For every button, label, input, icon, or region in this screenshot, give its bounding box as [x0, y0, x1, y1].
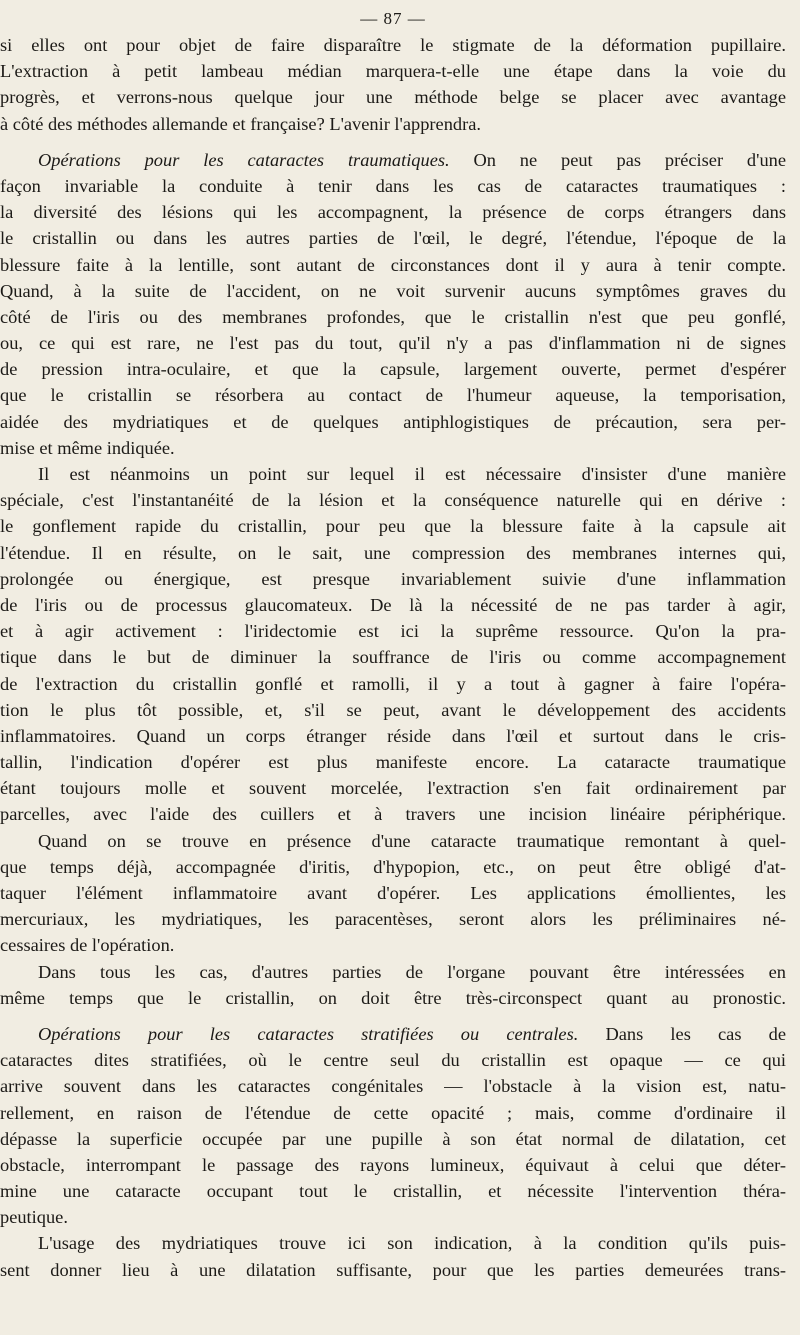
text-line: mercuriaux, les mydriatiques, les paracentèses, seront alors les préliminaires né-	[0, 909, 786, 930]
text-line: L'extraction à petit lambeau médian marquera-t-elle une étape dans la voie du	[0, 61, 786, 82]
text-line: à côté des méthodes allemande et française? L'avenir l'apprendra.	[0, 113, 481, 134]
text-line: tallin, l'indication d'opérer est plus manifeste encore. La cataracte traumatique	[0, 752, 786, 773]
text-line: étant toujours molle et souvent morcelée, l'extraction s'en fait ordinairement par	[0, 778, 786, 799]
text-line: spéciale, c'est l'instantanéité de la lésion et la conséquence naturelle qui en dérive :	[0, 490, 786, 511]
text-line: si elles ont pour objet de faire disparaître le stigmate de la déformation pupillaire.	[0, 35, 786, 55]
text-line: dépasse la superficie occupée par une pupille à son état normal de dilatation, cet	[0, 1128, 786, 1149]
page-number: — 87 —	[360, 9, 426, 28]
text-line: côté de l'iris ou des membranes profondes, que le cristallin n'est que peu gonflé,	[0, 306, 786, 327]
text-line: tion le plus tôt possible, et, s'il se peut, avant le développement des accidents	[0, 699, 786, 720]
text-line: mine une cataracte occupant tout le cristallin, et nécessite l'intervention théra-	[0, 1181, 786, 1202]
text-line: même temps que le cristallin, on doit être très-circonspect quant au pronostic.	[0, 987, 786, 1008]
paragraph-1	[0, 32, 786, 137]
text-line: prolongée ou énergique, est presque invariablement suivie d'une inflammation	[0, 568, 786, 589]
text-line: l'étendue. Il en résulte, on le sait, une compression des membranes internes qui,	[0, 542, 786, 563]
text-line: et à agir activement : l'iridectomie est ici la suprême ressource. Qu'on la pra-	[0, 621, 786, 642]
text-line: façon invariable la conduite à tenir dans les cas de cataractes traumatiques :	[0, 175, 786, 196]
section-heading-line: Opérations pour les cataractes stratifiées ou centrales. Dans les cas de	[38, 1023, 786, 1044]
text-line: de l'iris ou de processus glaucomateux. De là la nécessité de ne pas tarder à agir,	[0, 594, 786, 615]
text-line: Dans tous les cas, d'autres parties de l'organe pouvant être intéressées en	[38, 961, 786, 982]
text-line: le cristallin ou dans les autres parties de l'œil, le degré, l'étendue, l'époque de la	[0, 228, 786, 249]
text-line: la diversité des lésions qui les accompagnent, la présence de corps étrangers dans	[0, 202, 786, 223]
text-line: L'usage des mydriatiques trouve ici son indication, à la condition qu'ils puis-	[38, 1233, 786, 1254]
text-line: peutique.	[0, 1207, 68, 1228]
text-line: blessure faite à la lentille, sont autant de circonstances dont il y aura à tenir compte.	[0, 254, 786, 275]
text-line: ou, ce qui est rare, ne l'est pas du tout, qu'il n'y a pas d'inflammation ni de signes	[0, 333, 786, 354]
text-line: mise et même indiquée.	[0, 437, 175, 458]
section-heading-line: Opérations pour les cataractes traumatiques. On ne peut pas préciser d'une	[38, 149, 786, 170]
paragraph-stratified	[0, 1021, 786, 1231]
text-line: parcelles, avec l'aide des cuillers et à travers une incision linéaire périphérique.	[0, 804, 786, 825]
text-line: que le cristallin se résorbera au contact de l'humeur aqueuse, la temporisation,	[0, 385, 786, 406]
paragraph-6	[0, 1230, 786, 1282]
paragraph-4	[0, 959, 786, 1011]
text-line: de l'extraction du cristallin gonflé et ramolli, il y a tout à gagner à faire l'opéra-	[0, 673, 786, 694]
paragraph-3	[0, 461, 786, 959]
text-line: Quand, à la suite de l'accident, on ne voit survenir aucuns symptômes graves du	[0, 280, 786, 301]
text-line: le gonflement rapide du cristallin, pour peu que la blessure faite à la capsule ait	[0, 516, 786, 537]
text-line: obstacle, interrompant le passage des rayons lumineux, équivaut à celui que déter-	[0, 1154, 786, 1175]
text-line: inflammatoires. Quand un corps étranger réside dans l'œil et surtout dans le cris-	[0, 725, 786, 746]
text-line: progrès, et verrons-nous quelque jour une méthode belge se placer avec avantage	[0, 87, 786, 108]
text-line: Il est néanmoins un point sur lequel il est nécessaire d'insister d'une manière	[38, 464, 786, 484]
text-line: Quand on se trouve en présence d'une cataracte traumatique remontant à quel-	[38, 830, 786, 851]
text-line: aidée des mydriatiques et de quelques antiphlogistiques de précaution, sera per-	[0, 411, 786, 432]
text-line: arrive souvent dans les cataractes congénitales — l'obstacle à la vision est, natu-	[0, 1076, 786, 1097]
text-line: taquer l'élément inflammatoire avant d'opérer. Les applications émollientes, les	[0, 883, 786, 903]
text-line: rellement, en raison de l'étendue de cette opacité ; mais, comme d'ordinaire il	[0, 1102, 786, 1123]
text-line: cessaires de l'opération.	[0, 935, 175, 956]
text-line: sent donner lieu à une dilatation suffisante, pour que les parties demeurées trans-	[0, 1259, 786, 1280]
text-line: cataractes dites stratifiées, où le centre seul du cristallin est opaque — ce qui	[0, 1050, 786, 1071]
text-line: tique dans le but de diminuer la souffrance de l'iris ou comme accompagnement	[0, 647, 786, 668]
text-line: que temps déjà, accompagnée d'iritis, d'hypopion, etc., on peut être obligé d'at-	[0, 856, 786, 877]
paragraph-traumatic	[0, 147, 786, 461]
text-line: de pression intra-oculaire, et que la capsule, largement ouverte, permet d'espérer	[0, 359, 786, 380]
